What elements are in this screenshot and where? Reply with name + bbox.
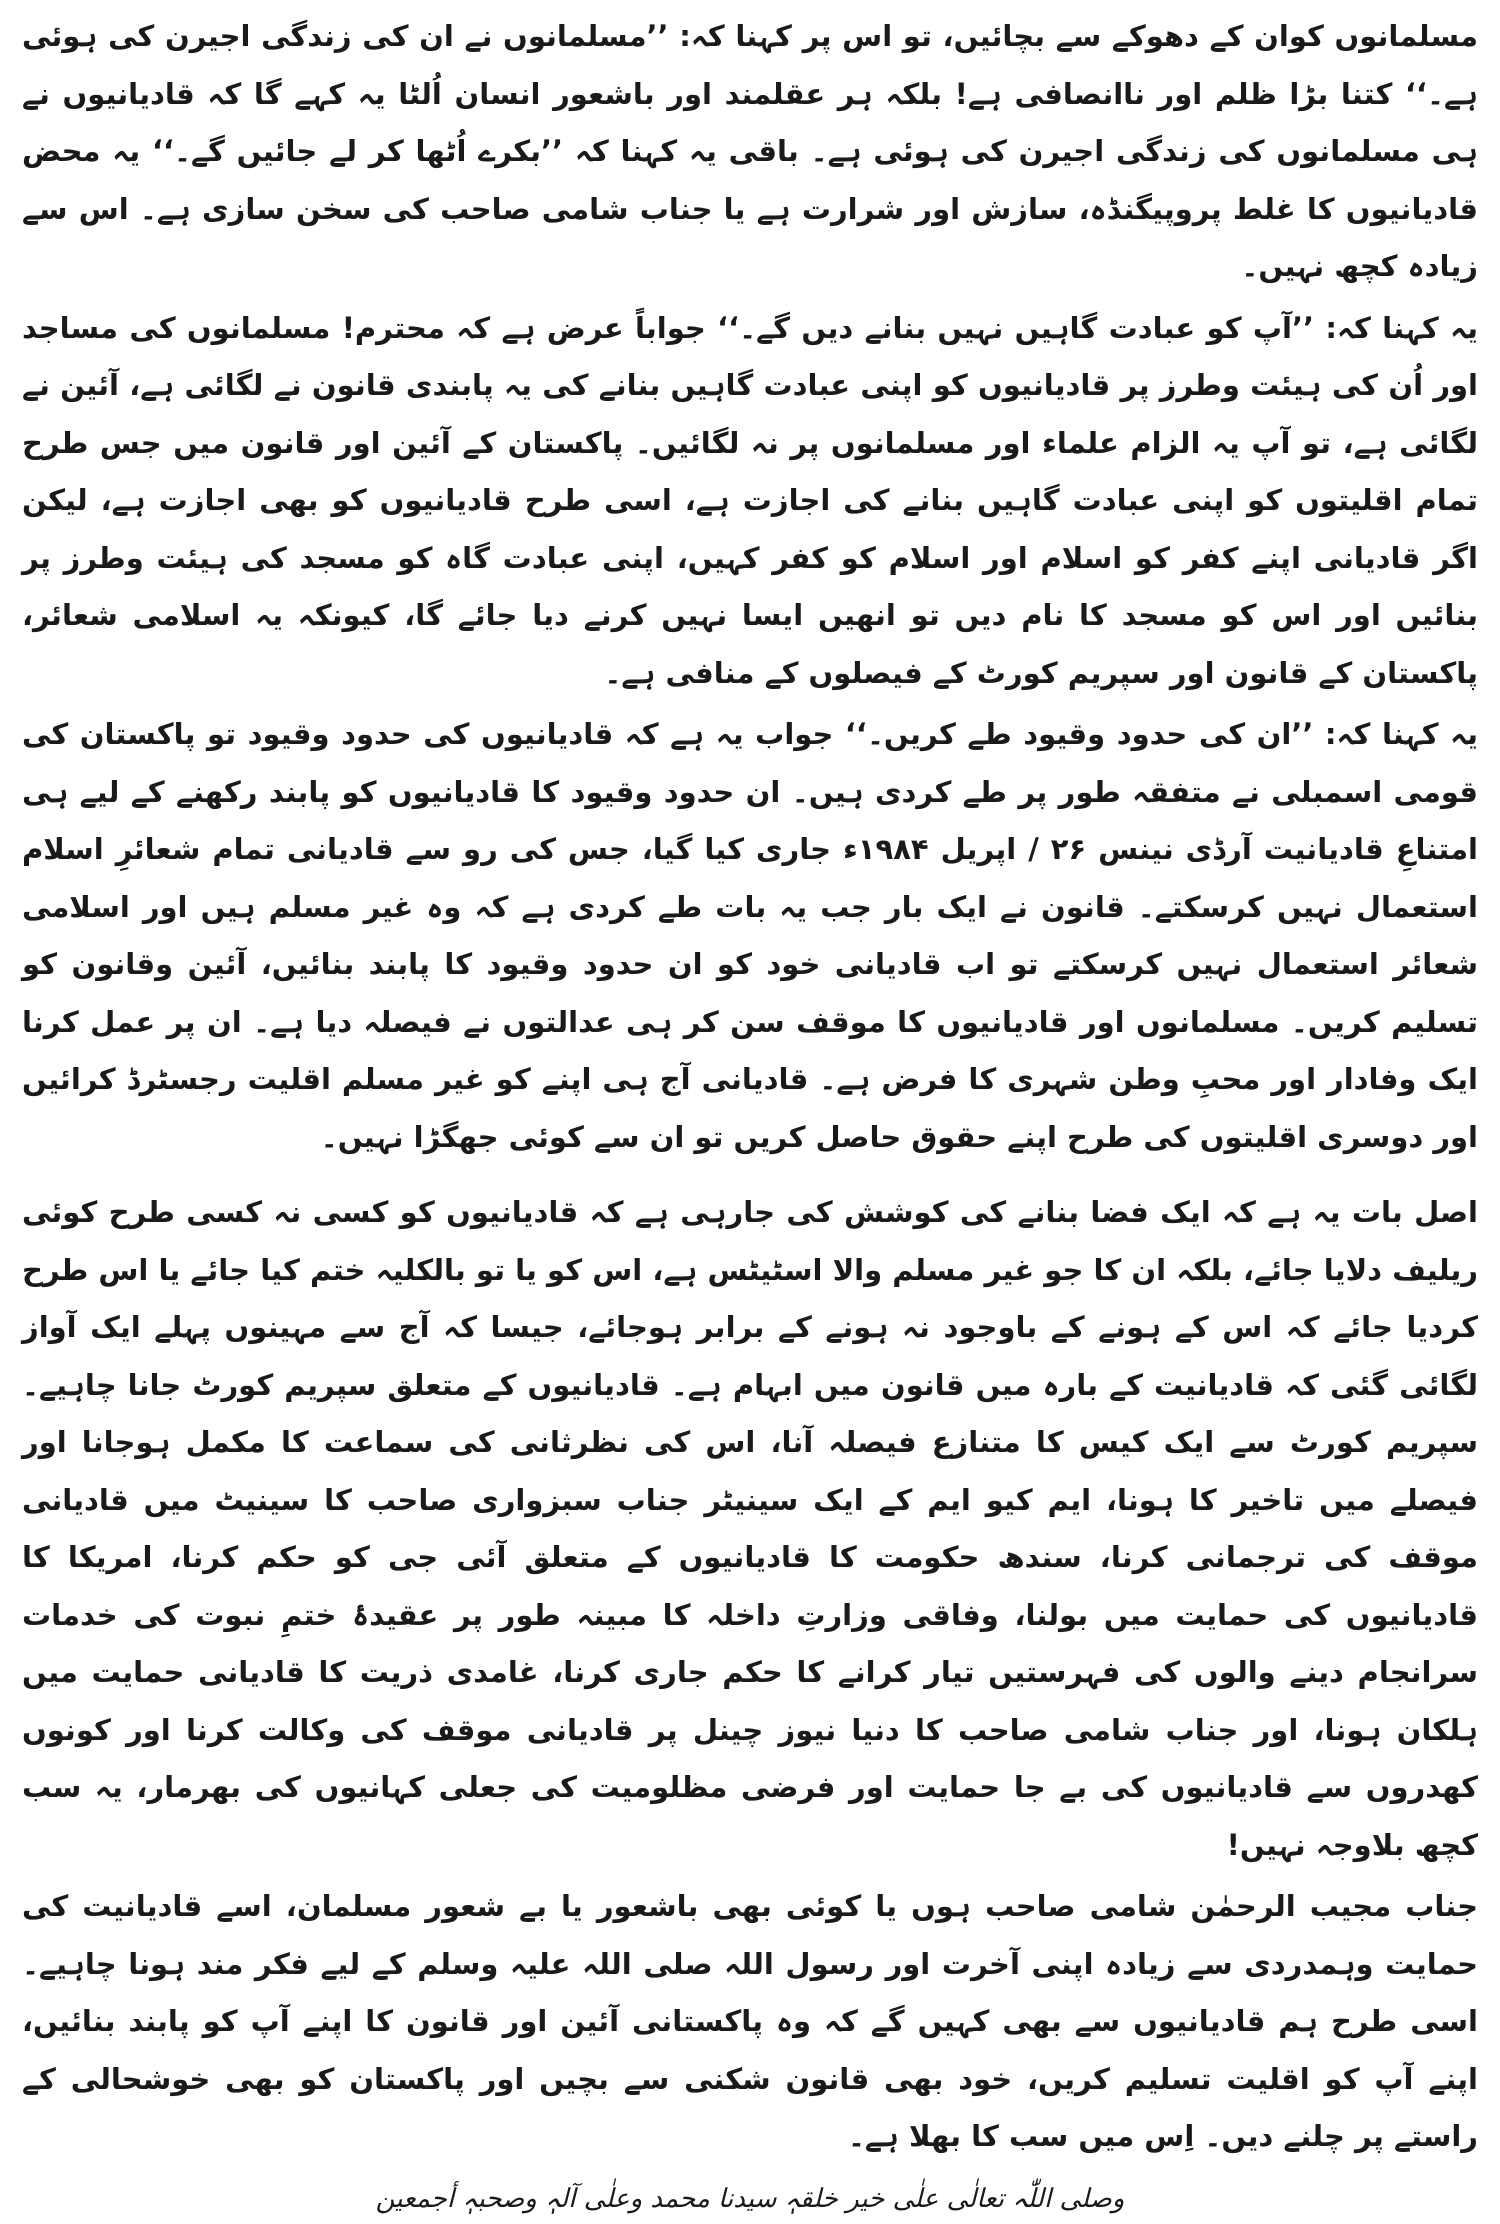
paragraph-3: یہ کہنا کہ: ’’ان کی حدود وقیود طے کریں۔‘‘ جواب یہ ہے کہ قادیانیوں کی حدود وقیود تو پاکستان کی قومی اسمبلی نے متفقہ طور پر طے کردی ہیں۔ ان حدود وقیود کا قادیانیوں کو پابند رکھنے کے لیے ہی امتناعِ قادیانیت آرڈی نینس ۲۶ / اپریل ۱۹۸۴ء جاری کیا گیا، جس کی رو سے قادیانی تمام شعائرِ اسلام استعمال نہیں کرسکتے۔ قانون نے ایک بار جب یہ بات طے کردی ہے کہ وہ غیر مسلم ہیں اور اسلامی شعائر استعمال نہیں کرسکتے تو اب قادیانی خود کو ان حدود وقیود کا پابند بنائیں، آئین وقانون کو تسلیم کریں۔ مسلمانوں اور قادیانیوں کا موقف سن کر ہی عدالتوں نے فیصلہ دیا ہے۔ ان پر عمل کرنا ایک وفادار اور محبِ وطن شہری کا فرض ہے۔ قادیانی آج ہی اپنے کو غیر مسلم اقلیت رجسٹرڈ کرائیں اور دوسری اقلیتوں کی طرح اپنے حقوق حاصل کریں تو ان سے کوئی جھگڑا نہیں۔ bbox=[22, 717, 1478, 1154]
paragraph-1: مسلمانوں کوان کے دھوکے سے بچائیں، تو اس پر کہنا کہ: ’’مسلمانوں نے ان کی زندگی اجیرن کی ہوئی ہے۔‘‘ کتنا بڑا ظلم اور ناانصافی ہے! بلکہ ہر عقلمند اور باشعور انسان اُلٹا یہ کہے گا کہ قادیانیوں نے ہی مسلمانوں کی زندگی اجیرن کی ہوئی ہے۔ باقی یہ کہنا کہ ’’بکرے اُٹھا کر لے جائیں گے۔‘‘ یہ محض قادیانیوں کا غلط پروپیگنڈہ، سازش اور شرارت ہے یا جناب شامی صاحب کی سخن سازی ہے۔ اس سے زیادہ کچھ نہیں۔ bbox=[22, 19, 1478, 283]
document-page bbox=[22, 8, 1478, 2214]
closing-benediction: وصلی اللّٰہ تعالٰی علٰی خیر خلقہٖ سیدنا محمد وعلٰی آلہٖ وصحبہٖ أجمعین bbox=[375, 2183, 1125, 2214]
paragraph-5: جناب مجیب الرحمٰن شامی صاحب ہوں یا کوئی بھی باشعور یا بے شعور مسلمان، اسے قادیانیت کی حمایت وہمدردی سے زیادہ اپنی آخرت اور رسول اللہ صلی اللہ علیہ وسلم کے لیے فکر مند ہونا چاہیے۔ اسی طرح ہم قادیانیوں سے بھی کہیں گے کہ وہ پاکستانی آئین اور قانون کا اپنے آپ کو پابند بنائیں، اپنے آپ کو اقلیت تسلیم کریں، خود بھی قانون شکنی سے بچیں اور پاکستان کو بھی خوشحالی کے راستے پر چلنے دیں۔ اِس میں سب کا بھلا ہے۔ bbox=[22, 1889, 1478, 2153]
paragraph-spacer bbox=[22, 1166, 1478, 1184]
paragraph-2: یہ کہنا کہ: ’’آپ کو عبادت گاہیں نہیں بنانے دیں گے۔‘‘ جواباً عرض ہے کہ محترم! مسلمانوں کی مساجد اور اُن کی ہیئت وطرز پر قادیانیوں کو اپنی عبادت گاہیں بنانے کی یہ پابندی قانون نے لگائی ہے، آئین نے لگائی ہے، تو آپ یہ الزام علماء اور مسلمانوں پر نہ لگائیں۔ پاکستان کے آئین اور قانون میں جس طرح تمام اقلیتوں کو اپنی عبادت گاہیں بنانے کی اجازت ہے، اسی طرح قادیانیوں کو بھی اجازت ہے، لیکن اگر قادیانی اپنے کفر کو اسلام اور اسلام کو کفر کہیں، اپنی عبادت گاہ کو مسجد کی ہیئت وطرز پر بنائیں اور اس کو مسجد کا نام دیں تو انھیں ایسا نہیں کرنے دیا جائے گا، کیونکہ یہ اسلامی شعائر، پاکستان کے قانون اور سپریم کورٹ کے فیصلوں کے منافی ہے۔ bbox=[22, 310, 1478, 690]
paragraph-4: اصل بات یہ ہے کہ ایک فضا بنانے کی کوشش کی جارہی ہے کہ قادیانیوں کو کسی نہ کسی طرح کوئی ریلیف دلایا جائے، بلکہ ان کا جو غیر مسلم والا اسٹیٹس ہے، اس کو یا تو بالکلیہ ختم کیا جائے یا اس طرح کردیا جائے کہ اس کے ہونے کے باوجود نہ ہونے کے برابر ہوجائے، جیسا کہ آج سے مہینوں پہلے ایک آواز لگائی گئی کہ قادیانیت کے بارہ میں قانون میں ابہام ہے۔ قادیانیوں کے متعلق سپریم کورٹ جانا چاہیے۔ سپریم کورٹ سے ایک کیس کا متنازع فیصلہ آنا، اس کی نظرثانی کی سماعت کا مکمل ہوجانا اور فیصلے میں تاخیر کا ہونا، ایم کیو ایم کے ایک سینیٹر جناب سبزواری صاحب کا سینیٹ میں قادیانی موقف کی ترجمانی کرنا، سندھ حکومت کا قادیانیوں کے متعلق آئی جی کو حکم کرنا، امریکا کا قادیانیوں کی حمایت میں بولنا، وفاقی وزارتِ داخلہ کا مبینہ طور پر عقیدۂ ختمِ نبوت کی خدمات سرانجام دینے والوں کی فہرستیں تیار کرانے کا حکم جاری کرنا، غامدی ذریت کا قادیانی حمایت میں ہلکان ہونا، اور جناب شامی صاحب کا دنیا نیوز چینل پر قادیانی موقف کی وکالت کرنا اور کونوں کھدروں سے قادیانیوں کی بے جا حمایت اور فرضی مظلومیت کی جعلی کہانیوں کی بھرمار، یہ سب کچھ بلاوجہ نہیں! bbox=[22, 1195, 1478, 1862]
